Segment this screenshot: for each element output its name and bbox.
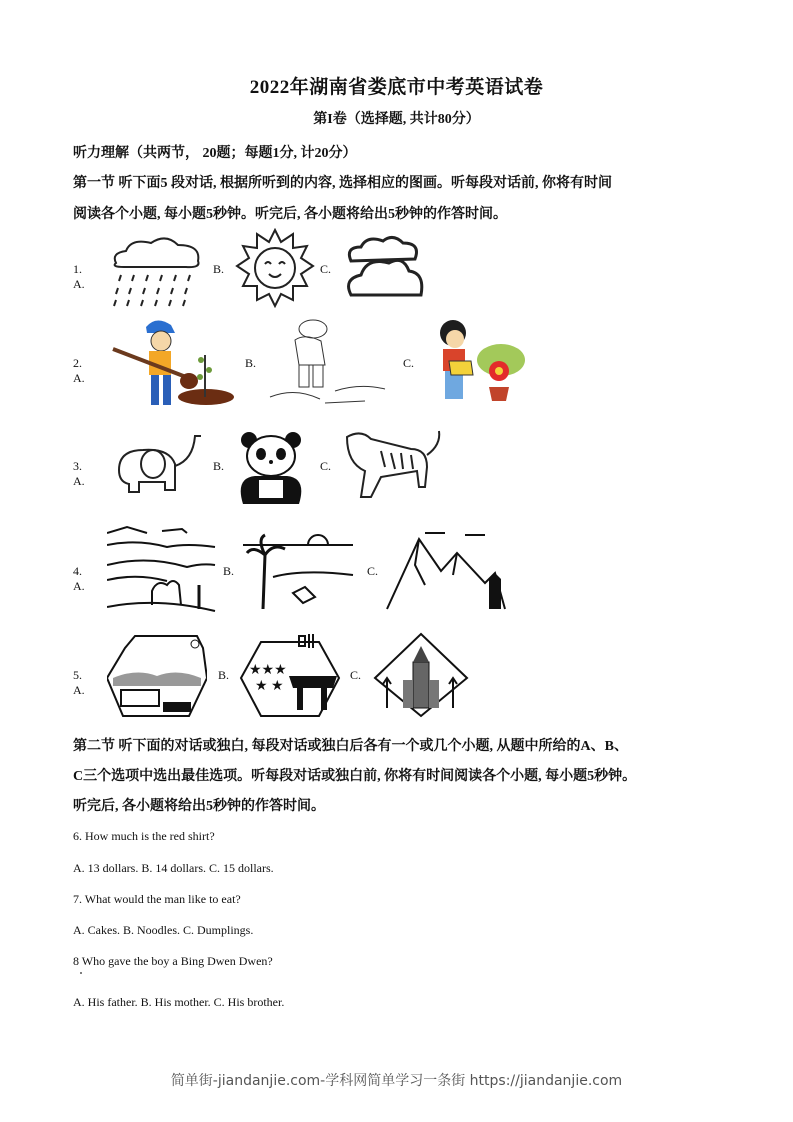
watermark-footer: 简单街-jiandanjie.com-学科网简单学习一条街 https://jiandanjie.com [170, 1073, 623, 1089]
section2-instructions-line2: C三个选项中选出最佳选项。听每段对话或独白前, 你将有时间阅读各个小题, 每小题5秒钟。 [73, 769, 637, 784]
question-number: 2. A. [73, 356, 85, 385]
page-title: 2022年湖南省娄底市中考英语试卷 [249, 77, 544, 98]
weather-pavilion-scene-icon [107, 628, 207, 720]
panda-icon [235, 430, 307, 510]
person-bending-over-icon [265, 315, 395, 410]
option-c-label: C. [367, 564, 379, 578]
desert-camels-icon [107, 525, 217, 617]
boy-watering-flower-icon [431, 315, 526, 410]
svg-text:★★★: ★★★ [249, 663, 287, 678]
paper-subtitle: 第I卷（选择题, 共计80分） [313, 112, 480, 127]
question-7: 7. What would the man like to eat? [73, 892, 241, 906]
option-b-label: B. [223, 564, 235, 578]
section1-instructions-line1: 第一节 听下面5 段对话, 根据所听到的内容, 选择相应的图画。听每段对话前, 你将有时间 [73, 176, 612, 191]
section1-instructions-line2: 阅读各个小题, 每小题5秒钟。听完后, 各小题将给出5秒钟的作答时间。 [73, 207, 507, 222]
option-c-label: C. [350, 668, 362, 682]
option-b-label: B. [213, 459, 225, 473]
question-6: 6. How much is the red shirt? [73, 829, 215, 843]
question-8-options: A. His father. B. His mother. C. His brother. [73, 995, 285, 1009]
rain-cloud-icon [106, 233, 206, 308]
stray-dot [80, 972, 82, 974]
boy-planting-tree-icon [111, 315, 241, 410]
option-c-label: C. [320, 459, 332, 473]
svg-text:★ ★: ★ ★ [255, 679, 284, 694]
beach-palm-trees-icon [243, 525, 355, 615]
elephant-icon [109, 430, 209, 505]
option-b-label: B. [245, 356, 257, 370]
clouds-icon [343, 233, 425, 305]
weather-church-scene-icon [373, 628, 469, 720]
question-number: 1. A. [73, 262, 85, 291]
weather-gate-scene-icon [239, 628, 341, 720]
smiling-sun-icon [235, 228, 315, 308]
option-b-label: B. [218, 668, 230, 682]
question-7-options: A. Cakes. B. Noodles. C. Dumplings. [73, 923, 254, 937]
mountains-icon [385, 525, 507, 613]
question-number: 5. A. [73, 668, 85, 697]
option-c-label: C. [403, 356, 415, 370]
question-8: 8 Who gave the boy a Bing Dwen Dwen? [73, 954, 273, 968]
question-6-options: A. 13 dollars. B. 14 dollars. C. 15 dollars. [73, 861, 274, 875]
listening-header: 听力理解（共两节， 20题；每题1分, 计20分） [73, 146, 357, 161]
section2-instructions-line3: 听完后, 各小题将给出5秒钟的作答时间。 [73, 799, 325, 814]
option-b-label: B. [213, 262, 225, 276]
question-number: 3. A. [73, 459, 85, 488]
tiger-icon [341, 427, 446, 505]
option-c-label: C. [320, 262, 332, 276]
section2-instructions-line1: 第二节 听下面的对话或独白, 每段对话或独白后各有一个或几个小题, 从题中所给的A、B、 [73, 739, 628, 754]
question-number: 4. A. [73, 564, 85, 593]
